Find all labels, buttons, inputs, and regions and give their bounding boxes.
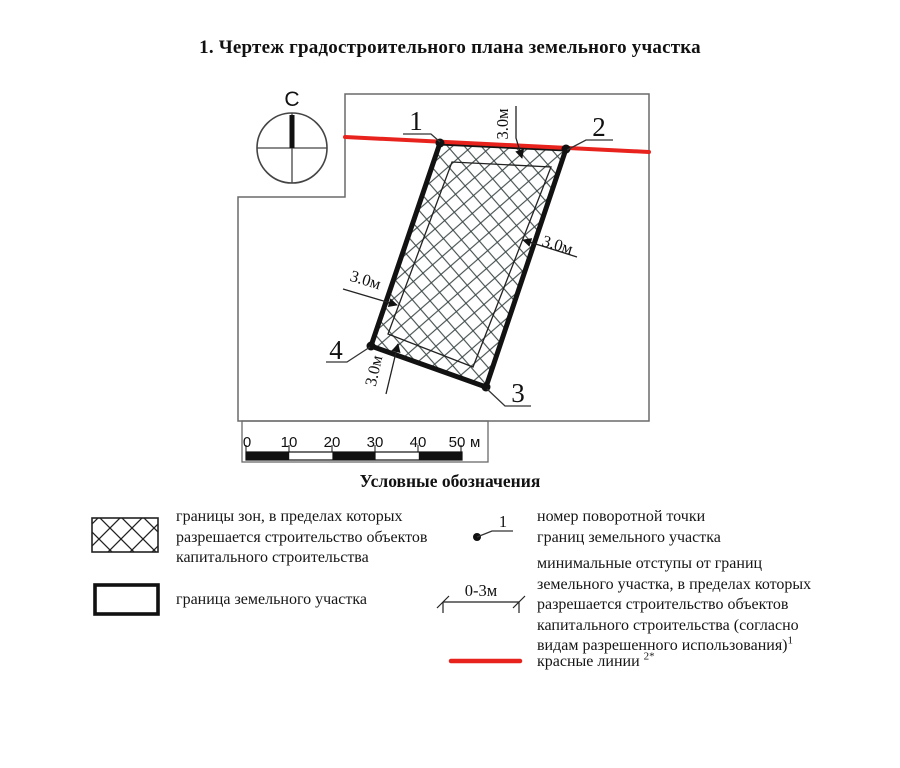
scale-bar [243, 434, 480, 460]
footnote-marker: 1 [787, 634, 793, 647]
legend-line: границ земельного участка [537, 528, 721, 546]
scale-unit: м [470, 434, 481, 451]
scale-tick-1: 10 [280, 434, 298, 451]
legend-item-min-offsets-text [537, 554, 847, 657]
legend-point-label: 1 [498, 512, 508, 531]
legend-line: границы зон, в пределах которых [176, 508, 403, 525]
legend-parcel-swatch [95, 585, 158, 614]
footnote-marker: 2* [643, 650, 655, 663]
legend-line: минимальные отступы от границ [537, 555, 763, 572]
legend-line: земельного участка, в пределах которых [537, 575, 812, 593]
compass [257, 88, 327, 183]
legend-dim-label: 0-3м [464, 581, 498, 600]
legend-hatch-swatch [92, 518, 158, 552]
vertex-label-2: 2 [592, 112, 606, 142]
north-label: С [284, 88, 300, 111]
legend-item-buildable-zone-text [176, 507, 486, 569]
offset-dim-right-label: 3.0м [539, 231, 576, 259]
offset-dim-left-label: 3.0м [347, 266, 384, 294]
vertex-label-3: 3 [511, 378, 525, 408]
scale-tick-3: 30 [366, 434, 384, 451]
scale-tick-5: 50 [448, 434, 466, 451]
legend-line: номер поворотной точки [537, 508, 706, 525]
vertex-label-1: 1 [409, 106, 423, 136]
legend-heading: Условные обозначения [359, 471, 541, 491]
legend-line: разрешается строительство объектов [176, 528, 428, 546]
legend-line: капитального строительства (согласно [537, 616, 799, 634]
scale-tick-0: 0 [242, 434, 252, 451]
buildable-zone-polygon [371, 143, 566, 387]
legend-line: видам разрешенного использования)$^1$ [537, 634, 793, 654]
legend-line: капитального строительства [176, 549, 369, 566]
legend-line: разрешается строительство объектов [537, 596, 789, 613]
legend-line: граница земельного участка [176, 591, 367, 608]
scale-tick-2: 20 [323, 434, 341, 451]
legend-item-turning-point-text [537, 507, 797, 548]
legend-item-parcel-boundary-text [176, 590, 486, 611]
offset-dim-top-label: 3.0м [493, 108, 512, 140]
offset-dim-bottom-label: 3.0м [360, 353, 387, 389]
vertex-label-4: 4 [329, 335, 343, 365]
scale-tick-4: 40 [409, 434, 427, 451]
page-title: 1. Чертеж градостроительного плана земельного участка [199, 37, 701, 58]
legend-item-red-lines-text: красные линии $^{2*}$ [537, 650, 655, 670]
